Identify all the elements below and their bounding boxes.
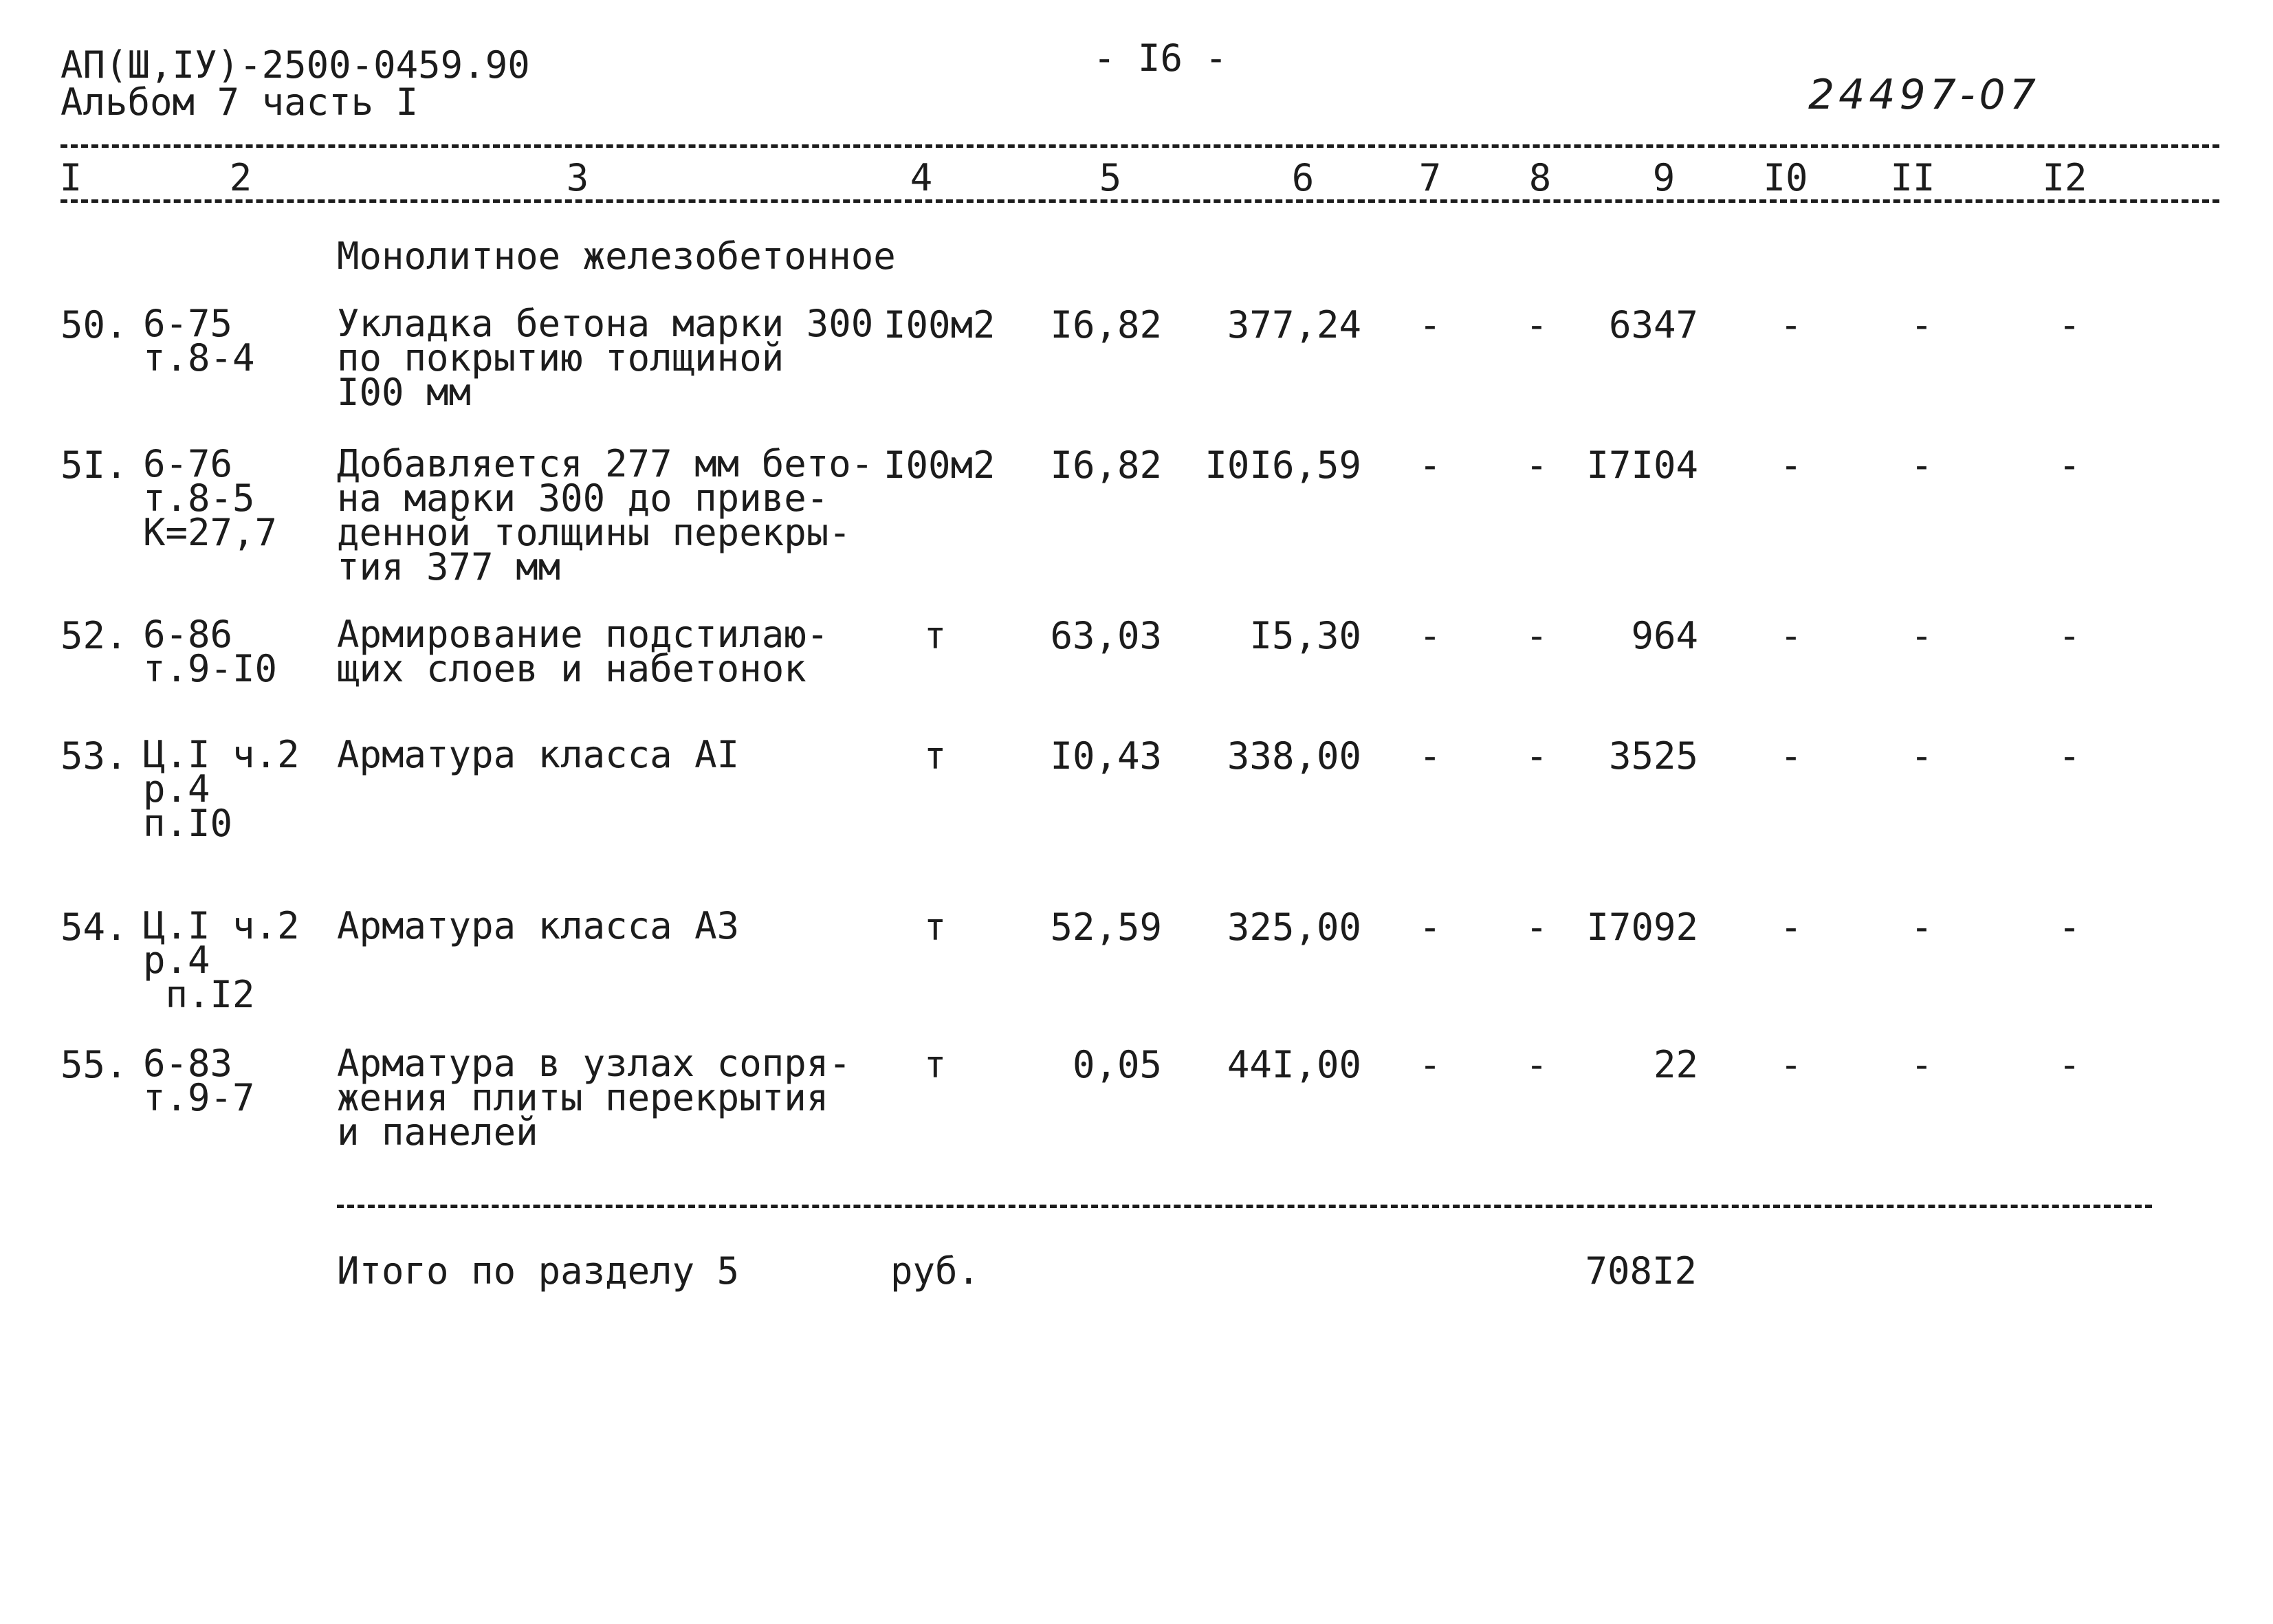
work-description [337,1042,851,1154]
col7-value: - [1418,1043,1442,1086]
col10-value: - [1779,734,1803,778]
norm-code-line: 6-83 [143,1042,233,1085]
total-cost: I7092 [1586,906,1698,949]
norm-code [143,442,278,554]
norm-code-line: Ц.I ч.2 [143,904,300,947]
document-code: АП(Ш,IУ)-2500-0459.90 [61,43,530,87]
norm-code-line: 6-75 [143,302,233,345]
quantity: I0,43 [1050,734,1162,778]
work-description-line: денной толщины перекры- [337,511,851,554]
col11-value: - [1910,443,1933,487]
work-description-line: по покрытию толщиной [337,336,784,380]
col10-value: - [1779,303,1803,347]
album-label: Альбом 7 часть I [61,80,419,124]
norm-code [143,1042,255,1119]
col7-value: - [1418,614,1442,657]
unit-price: I0I6,59 [1205,443,1361,487]
work-description-line: щих слоев и набетонок [337,647,806,690]
work-description [337,904,740,947]
column-header-10: I0 [1763,156,1808,199]
col8-value: - [1525,1043,1548,1086]
total-rule [337,1205,2152,1208]
work-description-line: Добавляется 277 мм бето- [337,442,874,485]
quantity: 52,59 [1050,906,1162,949]
work-description-line: I00 мм [337,371,472,414]
quantity: I6,82 [1050,443,1162,487]
work-description-line: тия 377 мм [337,545,561,589]
unit: т [923,906,947,949]
work-description [337,613,829,690]
unit-price: I5,30 [1249,614,1361,657]
col12-value: - [2058,1043,2081,1086]
norm-code-line: 6-76 [143,442,233,485]
work-description [337,442,874,589]
col7-value: - [1418,734,1442,778]
column-header-1: I [59,156,83,199]
quantity: 0,05 [1072,1043,1162,1086]
norm-code [143,904,300,1016]
col11-value: - [1910,906,1933,949]
col7-value: - [1418,443,1442,487]
norm-code-line: р.4 [143,939,210,982]
column-header-6: 6 [1291,156,1315,199]
total-unit: руб. [890,1249,980,1293]
col8-value: - [1525,734,1548,778]
norm-code-line: т.8-5 [143,476,255,520]
norm-code-line: 6-86 [143,613,233,656]
norm-code [143,302,255,380]
column-header-8: 8 [1528,156,1552,199]
col10-value: - [1779,614,1803,657]
unit-price: 377,24 [1227,303,1361,347]
work-description-line: Армирование подстилаю- [337,613,829,656]
total-value: 708I2 [1585,1249,1697,1293]
col10-value: - [1779,1043,1803,1086]
col8-value: - [1525,443,1548,487]
column-header-12: I2 [2042,156,2087,199]
col8-value: - [1525,303,1548,347]
col10-value: - [1779,443,1803,487]
unit: т [923,1043,947,1086]
row-number: 52. [61,614,128,657]
norm-code [143,733,300,845]
norm-code [143,613,278,690]
column-header-4: 4 [910,156,933,199]
column-header-7: 7 [1418,156,1442,199]
column-header-2: 2 [229,156,252,199]
column-header-9: 9 [1652,156,1676,199]
work-description-line: жения плиты перекрытия [337,1076,829,1119]
norm-code-line: п.I2 [143,973,255,1016]
total-cost: I7I04 [1586,443,1698,487]
work-description-line: Арматура в узлах сопря- [337,1042,851,1085]
norm-code-line: т.9-7 [143,1076,255,1119]
row-number: 53. [61,734,128,778]
col8-value: - [1525,906,1548,949]
column-header-11: II [1890,156,1935,199]
row-number: 50. [61,303,128,347]
col11-value: - [1910,614,1933,657]
work-description-line: на марки 300 до приве- [337,476,829,520]
work-description-line: Арматура класса А3 [337,904,740,947]
col12-value: - [2058,303,2081,347]
unit-price: 338,00 [1227,734,1361,778]
norm-code-line: р.4 [143,767,210,811]
handwritten-number: 24497-07 [1808,71,2040,119]
norm-code-line: т.8-4 [143,336,255,380]
col11-value: - [1910,1043,1933,1086]
col12-value: - [2058,443,2081,487]
unit: т [923,734,947,778]
col11-value: - [1910,734,1933,778]
section-title: Монолитное железобетонное [337,234,896,278]
row-number: 5I. [61,443,128,487]
quantity: I6,82 [1050,303,1162,347]
total-cost: 964 [1631,614,1698,657]
col7-value: - [1418,303,1442,347]
row-number: 55. [61,1043,128,1086]
row-number: 54. [61,906,128,949]
total-label: Итого по разделу 5 [337,1249,740,1293]
col12-value: - [2058,614,2081,657]
col7-value: - [1418,906,1442,949]
col12-value: - [2058,906,2081,949]
unit: I00м2 [883,443,996,487]
col11-value: - [1910,303,1933,347]
unit-price: 44I,00 [1227,1043,1361,1086]
unit-price: 325,00 [1227,906,1361,949]
work-description-line: и панелей [337,1110,538,1154]
work-description [337,733,740,776]
quantity: 63,03 [1050,614,1162,657]
work-description [337,302,874,414]
total-cost: 6347 [1608,303,1698,347]
header-top-rule [61,144,2219,148]
work-description-line: Арматура класса АI [337,733,740,776]
norm-code-line: Ц.I ч.2 [143,733,300,776]
norm-code-line: п.I0 [143,802,233,845]
work-description-line: Укладка бетона марки 300 [337,302,874,345]
col10-value: - [1779,906,1803,949]
col12-value: - [2058,734,2081,778]
norm-code-line: К=27,7 [143,511,278,554]
unit: т [923,614,947,657]
unit: I00м2 [883,303,996,347]
column-header-5: 5 [1099,156,1122,199]
col8-value: - [1525,614,1548,657]
norm-code-line: т.9-I0 [143,647,278,690]
total-cost: 3525 [1608,734,1698,778]
total-cost: 22 [1653,1043,1698,1086]
page-number: - I6 - [1093,36,1228,80]
column-header-3: 3 [566,156,589,199]
header-bottom-rule [61,199,2219,203]
